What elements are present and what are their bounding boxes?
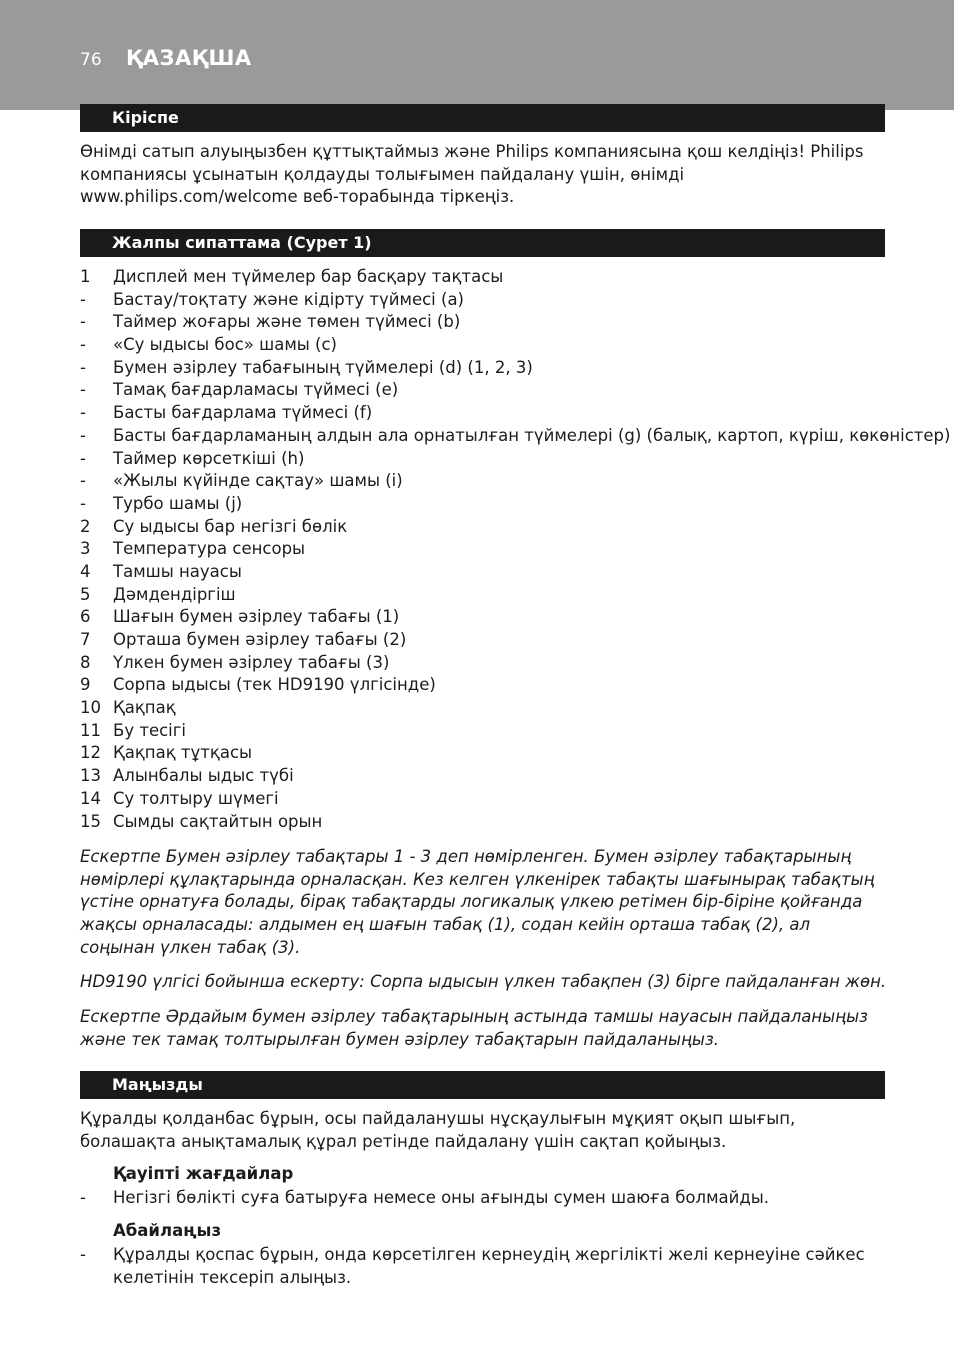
list-item [80,448,890,471]
list-item-text: Басты бағдарлама түймесі (f) [113,403,373,423]
caution-text: Құралды қоспас бұрын, онда көрсетілген кернеудің жергілікті желі кернеуіне сәйкес келетінін тексеріп алыңыз. [113,1245,865,1287]
important-paragraph: Құралды қолданбас бұрын, осы пайдаланушы нұсқаулығын мұқият оқып шығып, болашақта анықтамалық құрал ретінде пайдалану үшін сақтап қойыңыз. [80,1109,796,1151]
list-item-marker: - [80,312,86,332]
list-item-marker: 3 [80,539,91,559]
caution-heading: Абайлаңыз [113,1221,222,1240]
list-item-text: Сымды сақтайтын орын [113,811,323,831]
list-item-text: Таймер жоғары және төмен түймесі (b) [113,312,461,332]
list-item-marker: - [80,357,86,377]
section-header-intro: Кіріспе [80,104,885,132]
list-item-marker: 12 [80,743,101,763]
list-item-text: Дисплей мен түймелер бар басқару тақтасы [113,267,504,286]
section-header-important: Маңызды [80,1071,885,1099]
list-item [80,742,890,765]
list-item-text: Басты бағдарламаның алдын ала орнатылған түймелері (g) (балық, картоп, күріш, көкөністер) [113,425,951,445]
list-item [80,538,890,561]
list-item-text: Сорпа ыдысы (тек HD9190 үлгісінде) [113,675,436,695]
list-item-marker: 11 [80,720,101,740]
list-item [80,266,890,289]
bullet-marker: - [80,1188,86,1207]
list-item-text: «Жылы күйінде сақтау» шамы (i) [113,471,403,491]
list-item [80,765,890,788]
list-item-marker: 5 [80,584,91,604]
list-item [80,697,890,720]
list-item-marker: 10 [80,698,101,718]
list-item-text: Үлкен бумен әзірлеу табағы (3) [113,652,390,672]
list-item-marker: - [80,448,86,468]
list-item [80,584,890,607]
list-item-text: Бу тесігі [113,720,187,740]
list-item-marker: 8 [80,652,91,672]
list-item [80,493,890,516]
list-item-marker: 15 [80,811,101,831]
list-item-marker: 1 [80,267,91,286]
list-item [80,379,890,402]
note-trays: Ескертпе Бумен әзірлеу табақтары 1 - 3 деп нөмірленген. Бумен әзірлеу табақтарының нөмірлері құлақтарында орналасқан. Кез келген үлкенірек табақты шағынырақ табақтың үстіне орнатуға болады, бірақ табақтарды логикалық үлкею ретімен бір-біріне қойғанда жақсы орналасады: алдымен ең шағын табақ (1), содан кейін орташа табақ (2), ал соңынан үлкен табақ (3). [80,847,875,957]
note-hd9190: HD9190 үлгісі бойынша ескерту: Сорпа ыдысын үлкен табақпен (3) бірге пайдаланған жөн. [80,972,887,991]
list-item-marker: 9 [80,675,91,695]
list-item [80,788,890,811]
list-item [80,357,890,380]
bullet-marker: - [80,1245,86,1264]
list-item-text: Бастау/тоқтату және кідірту түймесі (a) [113,289,464,309]
page-header [0,0,954,110]
list-item [80,629,890,652]
list-item [80,402,890,425]
list-item [80,334,890,357]
list-item-text: Таймер көрсеткіші (h) [113,448,305,468]
list-item [80,561,890,584]
danger-item [80,1187,890,1210]
caution-item [80,1244,890,1289]
list-item-marker: 2 [80,516,91,536]
list-item [80,470,890,493]
list-item-text: Алынбалы ыдыс түбі [113,766,294,786]
page-number: 76 [80,50,102,70]
list-item-marker: - [80,289,86,309]
list-item [80,311,890,334]
section-header-description: Жалпы сипаттама (Сурет 1) [80,229,885,257]
list-item [80,811,890,834]
list-item-marker: - [80,425,86,445]
list-item-text: Тамақ бағдарламасы түймесі (e) [113,380,399,400]
list-item-text: Шағын бумен әзірлеу табағы (1) [113,607,400,627]
list-item-marker: 6 [80,607,91,627]
list-item-text: Температура сенсоры [113,539,306,559]
list-item [80,289,890,312]
list-item [80,720,890,743]
list-item [80,425,951,448]
list-item-marker: - [80,335,86,355]
list-item-marker: - [80,380,86,400]
list-item-text: Турбо шамы (j) [113,493,243,513]
list-item-marker: 7 [80,630,91,649]
intro-paragraph: Өнімді сатып алуыңызбен құттықтаймыз және Philips компаниясына қош келдіңіз! Philips компаниясы ұсынатын қолдауды толығымен пайдалану үшін, өнімді www.philips.com/welcome веб-торабында тіркеңіз. [80,142,864,207]
list-item-text: Қақпақ [113,698,176,718]
list-item-text: Су толтыру шүмегі [113,788,279,808]
language-title: ҚАЗАҚША [126,46,252,70]
list-item [80,606,890,629]
danger-heading: Қауіпті жағдайлар [113,1164,294,1183]
list-item-text: Бумен әзірлеу табағының түймелері (d) (1, 2, 3) [113,357,533,377]
list-item-text: Орташа бумен әзірлеу табағы (2) [113,630,407,649]
danger-text: Негізгі бөлікті суға батыруға немесе оны ағынды сумен шаюға болмайды. [113,1188,770,1207]
list-item-text: Дәмдендіргіш [113,584,236,604]
list-item-marker: 13 [80,766,101,786]
list-item [80,674,890,697]
list-item-marker: - [80,403,86,423]
list-item-text: «Су ыдысы бос» шамы (c) [113,335,337,355]
list-item-text: Су ыдысы бар негізгі бөлік [113,516,348,536]
list-item [80,652,890,675]
list-item [80,516,890,539]
parts-list [80,266,951,833]
list-item-marker: 4 [80,561,91,581]
list-item-marker: - [80,471,86,491]
list-item-text: Тамшы науасы [113,561,242,581]
list-item-marker: 14 [80,788,101,808]
note-drip-tray: Ескертпе Әрдайым бумен әзірлеу табақтарының астында тамшы науасын пайдаланыңыз және тек тамақ толтырылған бумен әзірлеу табақтарын пайдаланыңыз. [80,1007,868,1049]
list-item-text: Қақпақ тұтқасы [113,743,253,763]
list-item-marker: - [80,493,86,513]
